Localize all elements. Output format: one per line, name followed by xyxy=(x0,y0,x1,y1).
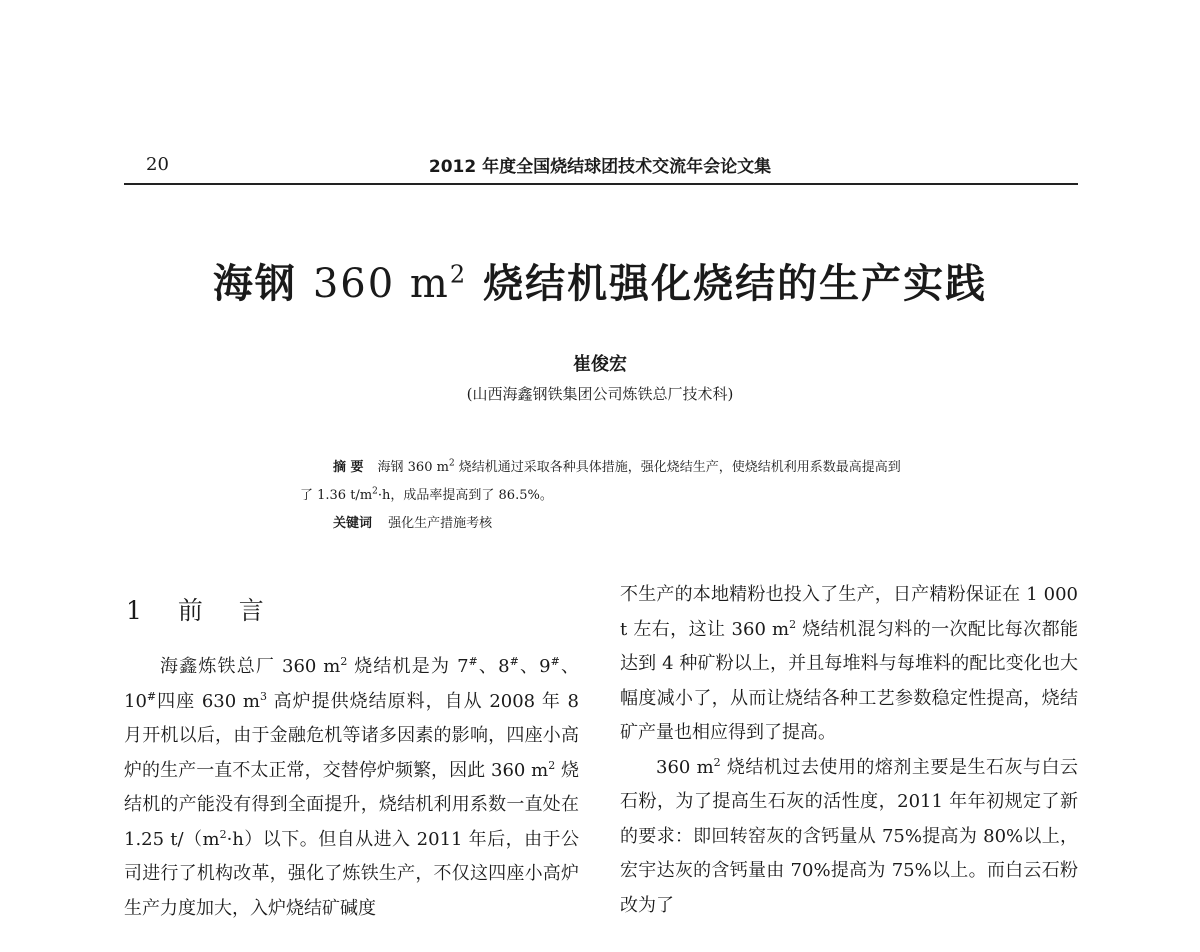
header-rule xyxy=(124,183,1078,185)
affiliation: (山西海鑫钢铁集团公司炼铁总厂技术科) xyxy=(466,385,734,403)
abstract xyxy=(300,454,912,510)
paper-title xyxy=(0,252,1200,309)
keywords-text: 强化生产措施考核 xyxy=(388,516,493,531)
keywords-label: 关键词 xyxy=(333,516,373,531)
right-paragraph: 360 $m^2$ 烧结机过去使用的熔剂主要是生石灰与白云石粉，为了提高生石灰的活性度，2011 年年初规定了新的要求：即回转窑灰的含钙量从 75%提高为 80%以上，宏宇达灰的含钙量由 70%提高为 75%以上。而白云石粉改为了 xyxy=(620,755,1078,916)
keywords xyxy=(333,512,492,531)
section-heading: 1 前 言 xyxy=(126,596,278,625)
abstract-text: 海钢 360 $m^2$ 烧结机通过采取各种具体措施，强化烧结生产，使烧结机利用系数最高提高到了 1.36 $t/m^2\cdot h$，成品率提高到了 86.5%。 xyxy=(300,458,901,503)
title-prefix: 海钢 xyxy=(212,261,297,307)
title-number: 360 m xyxy=(312,261,450,307)
running-header: 2012 年度全国烧结球团技术交流年会论文集 xyxy=(428,157,772,177)
right-paragraph-continued: 不生产的本地精粉也投入了生产，日产精粉保证在 1 000 t 左右，这让 360 $m^2$ 烧结机混匀料的一次配比每次都能达到 4 种矿粉以上，并且每堆料与每堆料的配比变化也大幅度减小了，从而让烧结各种工艺参数稳定性提高，烧结矿产量也相应得到了提高。 xyxy=(620,584,1078,743)
author: 崔俊宏 xyxy=(573,354,627,375)
abstract-label: 摘 要 xyxy=(333,460,364,475)
title-superscript: 2 xyxy=(449,260,468,289)
left-column xyxy=(124,650,579,926)
left-paragraph: 海鑫炼铁总厂 360 $m^2$ 烧结机是为 7#、8#、9#、10#四座 630 $m^3$ 高炉提供烧结原料，自从 2008 年 8 月开机以后，由于金融危机等诸多因素的影响，四座小高炉的生产一直不太正常，交替停炉频繁，因此 360 $m^2$ 烧结机的产能没有得到全面提升，烧结机利用系数一直处在 1.25 $t/(m^2\cdot h)$以下。但自从进入 2011 年后，由于公司进行了机构改革，强化了炼铁生产，不仅这四座小高炉生产力度加大，入炉烧结矿碱度 xyxy=(124,655,580,919)
right-column xyxy=(620,578,1078,923)
page-number: 20 xyxy=(146,154,169,175)
title-suffix: 烧结机强化烧结的生产实践 xyxy=(483,261,988,307)
